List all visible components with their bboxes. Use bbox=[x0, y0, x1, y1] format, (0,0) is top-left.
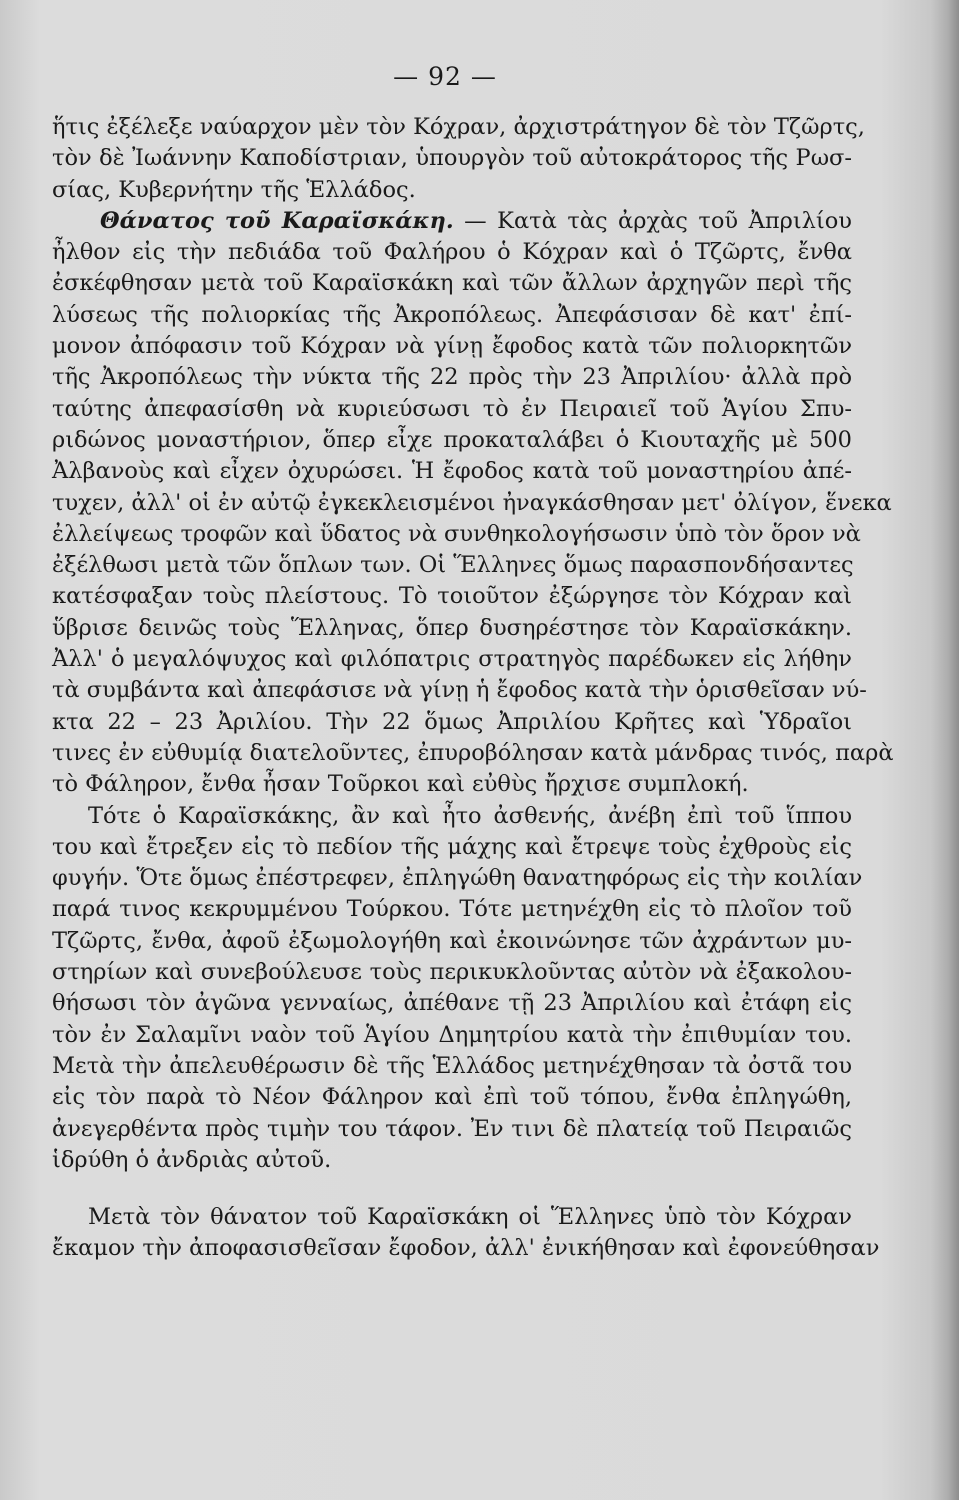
text-line: κατέσφαξαν τοὺς πλείστους. Τὸ τοιοῦτον ἐξώργησε τὸν Κόχραν καὶ bbox=[52, 583, 852, 610]
text-line: ὕβρισε δεινῶς τοὺς Ἕλληνας, ὅπερ δυσηρέστησε τὸν Καραϊσκάκην. bbox=[52, 614, 852, 641]
text-line: ἔκαμον τὴν ἀποφασισθεῖσαν ἔφοδον, ἀλλ' ἐνικήθησαν καὶ ἐφονεύθησαν bbox=[52, 1235, 880, 1262]
text-line: Μετὰ τὴν ἀπελευθέρωσιν δὲ τῆς Ἑλλάδος μετηνέχθησαν τὰ ὀστᾶ του bbox=[52, 1052, 852, 1079]
page-number: — 92 — bbox=[393, 62, 497, 91]
text-line: σίας, Κυβερνήτην τῆς Ἑλλάδος. bbox=[52, 176, 416, 203]
text-line: ἐσκέφθησαν μετὰ τοῦ Καραϊσκάκη καὶ τῶν ἄλλων ἀρχηγῶν περὶ τῆς bbox=[52, 270, 852, 297]
text-line: Ἀλβανοὺς καὶ εἶχεν ὀχυρώσει. Ἡ ἔφοδος κατὰ τοῦ μοναστηρίου ἀπέ- bbox=[52, 458, 852, 485]
text-line: ἥτις ἐξέλεξε ναύαρχον μὲν τὸν Κόχραν, ἀρχιστράτηγον δὲ τὸν Τζῶρτς, bbox=[52, 114, 865, 140]
paragraph-gap bbox=[52, 1176, 852, 1202]
page-gutter-shadow bbox=[931, 0, 959, 1500]
text-line: ἐλλείψεως τροφῶν καὶ ὕδατος νὰ συνθηκολογήσωσιν ὑπὸ τὸν ὅρον νὰ bbox=[52, 520, 861, 547]
text-line: μονον ἀπόφασιν τοῦ Κόχραν νὰ γίνῃ ἔφοδος κατὰ τῶν πολιορκητῶν bbox=[52, 333, 852, 360]
text-line: τὸν ἐν Σαλαμῖνι ναὸν τοῦ Ἁγίου Δημητρίου κατὰ τὴν ἐπιθυμίαν του. bbox=[52, 1021, 852, 1048]
text-line: Τότε ὁ Καραϊσκάκης, ἂν καὶ ἦτο ἀσθενής, ἀνέβη ἐπὶ τοῦ ἵππου bbox=[88, 802, 852, 829]
text-line: Τζῶρτς, ἔνθα, ἀφοῦ ἐξωμολογήθη καὶ ἐκοινώνησε τῶν ἀχράντων μυ- bbox=[52, 927, 852, 954]
text-line: τῆς Ἀκροπόλεως τὴν νύκτα τῆς 22 πρὸς τὴν 23 Ἀπριλίου· ἀλλὰ πρὸ bbox=[52, 364, 852, 391]
text-line: τινες ἐν εὐθυμίᾳ διατελοῦντες, ἐπυροβόλησαν κατὰ μάνδρας τινός, παρὰ bbox=[52, 739, 894, 766]
text-line: Μετὰ τὸν θάνατον τοῦ Καραϊσκάκη οἱ Ἕλληνες ὑπὸ τὸν Κόχραν bbox=[88, 1204, 852, 1231]
text-line: ριδώνος μοναστήριον, ὅπερ εἶχε προκαταλάβει ὁ Κιουταχῆς μὲ 500 bbox=[52, 426, 852, 453]
text-line: Ἀλλ' ὁ μεγαλόψυχος καὶ φιλόπατρις στρατηγὸς παρέδωκεν εἰς λήθην bbox=[52, 646, 852, 673]
text-line: λύσεως τῆς πολιορκίας τῆς Ἀκροπόλεως. Ἀπεφάσισαν δὲ κατ' ἐπί- bbox=[52, 301, 852, 328]
text-line: του καὶ ἔτρεξεν εἰς τὸ πεδίον τῆς μάχης καὶ ἔτρεψε τοὺς ἐχθροὺς εἰς bbox=[52, 833, 852, 860]
page-body bbox=[52, 112, 894, 1265]
text-line: τυχεν, ἀλλ' οἱ ἐν αὐτῷ ἐγκεκλεισμένοι ἠναγκάσθησαν μετ' ὀλίγον, ἕνεκα bbox=[52, 489, 892, 516]
text-line: κτα 22 – 23 Ἀριλίου. Τὴν 22 ὅμως Ἀπριλίου Κρῆτες καὶ Ὑδραῖοι bbox=[52, 708, 852, 735]
text-line: στηρίων καὶ συνεβούλευσε τοὺς περικυκλοῦντας αὐτὸν νὰ ἐξακολου- bbox=[52, 959, 852, 986]
text-line: φυγήν. Ὅτε ὅμως ἐπέστρεφεν, ἐπληγώθη θανατηφόρως εἰς τὴν κοιλίαν bbox=[52, 865, 863, 892]
text-line: θήσωσι τὸν ἀγῶνα γενναίως, ἀπέθανε τῇ 23 Ἀπριλίου καὶ ἐτάφη εἰς bbox=[52, 990, 852, 1017]
text-line: τὸν δὲ Ἰωάννην Καποδίστριαν, ὑπουργὸν τοῦ αὐτοκράτορος τῆς Ρωσ- bbox=[52, 145, 852, 172]
text-line: ταύτης ἀπεφασίσθη νὰ κυριεύσωσι τὸ ἐν Πειραιεῖ τοῦ Ἁγίου Σπυ- bbox=[52, 395, 852, 422]
text-line: ἱδρύθη ὁ ἀνδριὰς αὐτοῦ. bbox=[52, 1146, 332, 1173]
section-heading: Θάνατος τοῦ Καραϊσκάκη. bbox=[100, 207, 454, 234]
text-line-rest: — Κατὰ τὰς ἀρχὰς τοῦ Ἀπριλίου bbox=[464, 207, 852, 234]
text-line: τὰ συμβάντα καὶ ἀπεφάσισε νὰ γίνῃ ἡ ἔφοδος κατὰ τὴν ὁρισθεῖσαν νύ- bbox=[52, 677, 867, 704]
text-line: ἀνεγερθέντα πρὸς τιμὴν του τάφον. Ἐν τινι δὲ πλατείᾳ τοῦ Πειραιῶς bbox=[52, 1115, 852, 1142]
section-heading-line bbox=[52, 206, 852, 237]
text-line: ἦλθον εἰς τὴν πεδιάδα τοῦ Φαλήρου ὁ Κόχραν καὶ ὁ Τζῶρτς, ἔνθα bbox=[52, 239, 852, 266]
text-line: εἰς τὸν παρὰ τὸ Νέον Φάληρον καὶ ἐπὶ τοῦ τόπου, ἔνθα ἐπληγώθη, bbox=[52, 1084, 852, 1111]
text-line: ἐξέλθωσι μετὰ τῶν ὅπλων των. Οἱ Ἕλληνες ὅμως παρασπονδήσαντες bbox=[52, 552, 854, 579]
text-line: τὸ Φάληρον, ἔνθα ἦσαν Τοῦρκοι καὶ εὐθὺς ἤρχισε συμπλοκή. bbox=[52, 771, 749, 798]
text-line: παρά τινος κεκρυμμένου Τούρκου. Τότε μετηνέχθη εἰς τὸ πλοῖον τοῦ bbox=[52, 896, 852, 923]
